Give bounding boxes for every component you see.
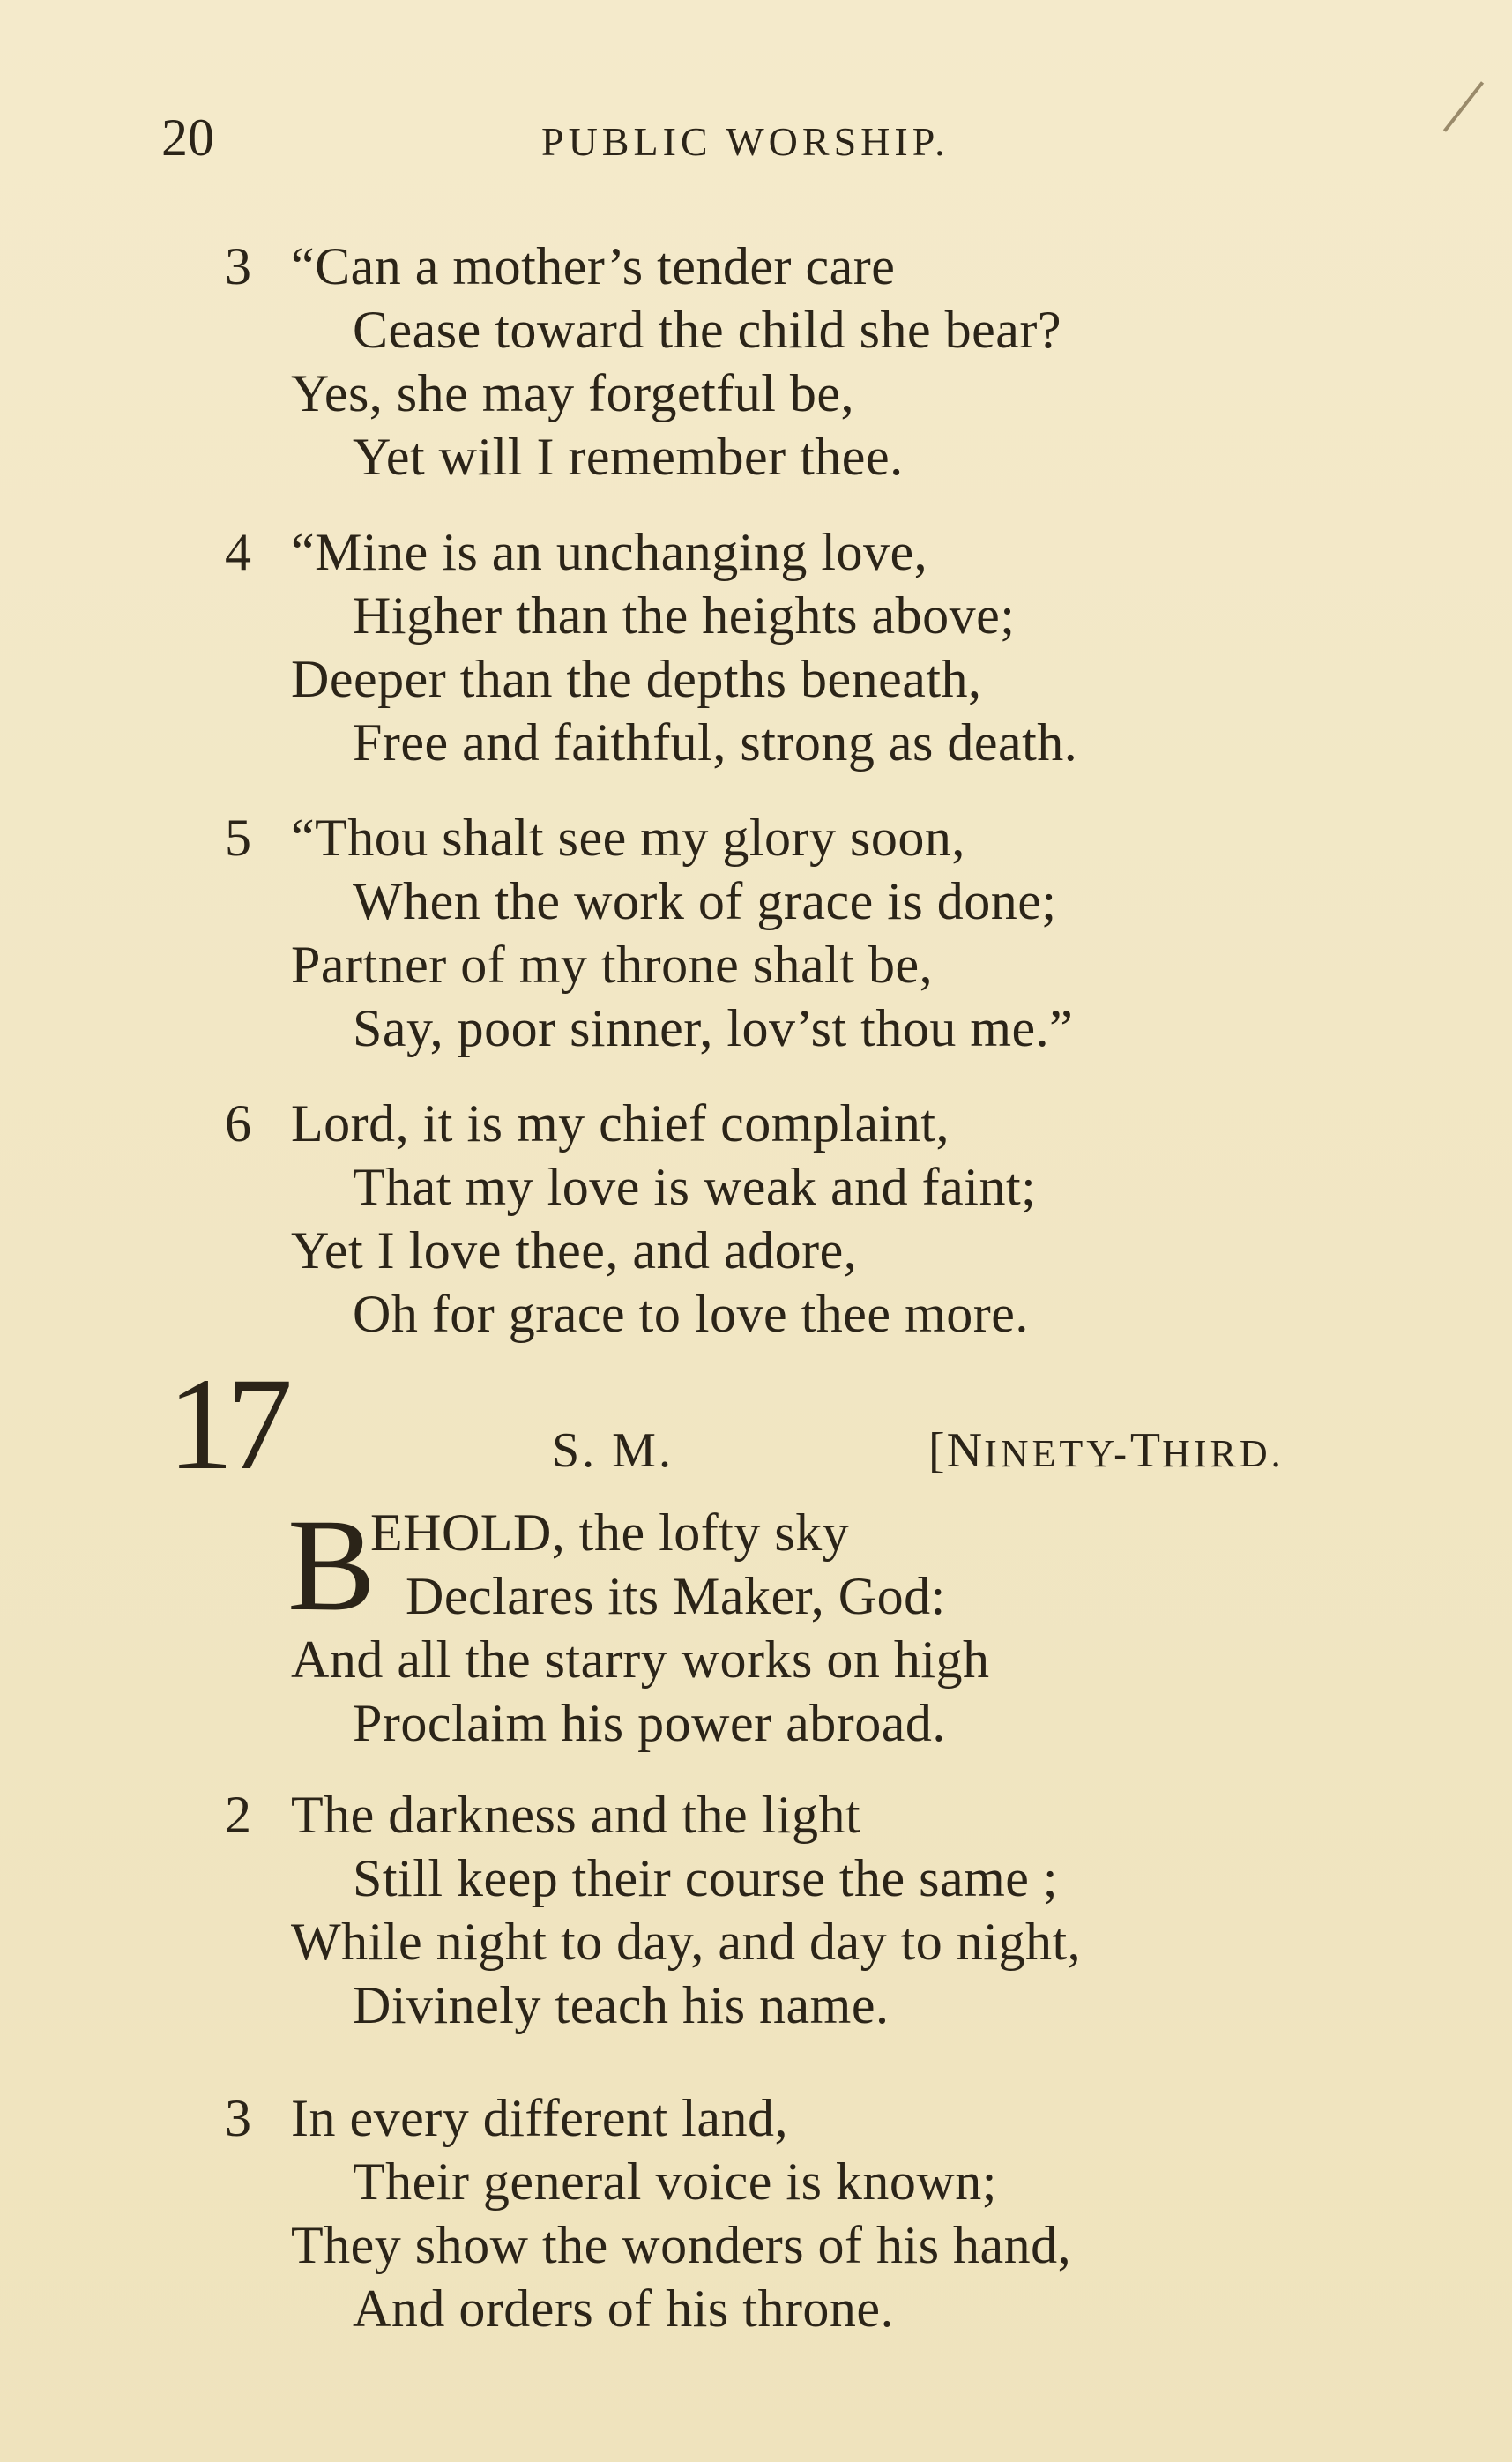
verse-line: Still keep their course the same ; [353, 1849, 1059, 1907]
verse-line: Lord, it is my chief complaint, [291, 1094, 950, 1153]
verse-line: Yet will I remember thee. [353, 428, 904, 486]
verse-line: Their general voice is known; [353, 2152, 997, 2211]
margin-pencil-mark [1443, 81, 1484, 132]
verse-number: 5 [225, 809, 251, 867]
verse-line: Yet I love thee, and adore, [291, 1221, 858, 1279]
verse-line: Proclaim his power abroad. [353, 1694, 946, 1752]
running-head: PUBLIC WORSHIP. [541, 119, 950, 164]
verse-line: Declares its Maker, God: [406, 1567, 946, 1625]
verse-line: Say, poor sinner, lov’st thou me.” [353, 999, 1074, 1057]
tune-initial: T [1129, 1423, 1163, 1478]
verse-line: The darkness and the light [291, 1786, 861, 1844]
verse-line: In every different land, [291, 2089, 788, 2147]
verse-line: And orders of his throne. [353, 2279, 895, 2338]
verse-line: Partner of my throne shalt be, [291, 936, 934, 994]
verse-line: And all the starry works on high [291, 1630, 990, 1689]
verse-number: 3 [225, 237, 251, 295]
tune-smallcaps: HIRD. [1162, 1432, 1285, 1475]
verse-line: When the work of grace is done; [353, 872, 1057, 930]
verse-line: They show the wonders of his hand, [291, 2216, 1072, 2274]
verse-line: EHOLD, the lofty sky [370, 1503, 850, 1562]
page-number: 20 [161, 108, 214, 167]
drop-cap: B [287, 1492, 376, 1638]
verse-line: That my love is weak and faint; [353, 1158, 1037, 1216]
hymn-meter: S. M. [552, 1423, 674, 1478]
verse-line: Yes, she may forgetful be, [291, 364, 855, 422]
tune-name [928, 1422, 1285, 1479]
verse-line: Oh for grace to love thee more. [353, 1285, 1029, 1343]
tune-bracket: [ [928, 1423, 947, 1478]
verse-line: Free and faithful, strong as death. [353, 713, 1078, 772]
verse-line: Deeper than the depths beneath, [291, 650, 982, 708]
verse-line: While night to day, and day to night, [291, 1913, 1082, 1971]
hymn-number: 17 [168, 1351, 286, 1497]
verse-number: 4 [225, 523, 251, 581]
verse-line: Divinely teach his name. [353, 1976, 890, 2034]
tune-initial: N [946, 1423, 985, 1478]
verse-line: “Mine is an unchanging love, [291, 523, 928, 581]
verse-line: “Can a mother’s tender care [291, 237, 896, 295]
verse-number: 3 [225, 2089, 251, 2147]
tune-smallcaps: INETY- [984, 1432, 1130, 1475]
verse-number: 2 [225, 1786, 251, 1844]
verse-line: Higher than the heights above; [353, 586, 1016, 645]
verse-number: 6 [225, 1094, 251, 1153]
verse-line: “Thou shalt see my glory soon, [291, 809, 965, 867]
verse-line: Cease toward the child she bear? [353, 301, 1061, 359]
